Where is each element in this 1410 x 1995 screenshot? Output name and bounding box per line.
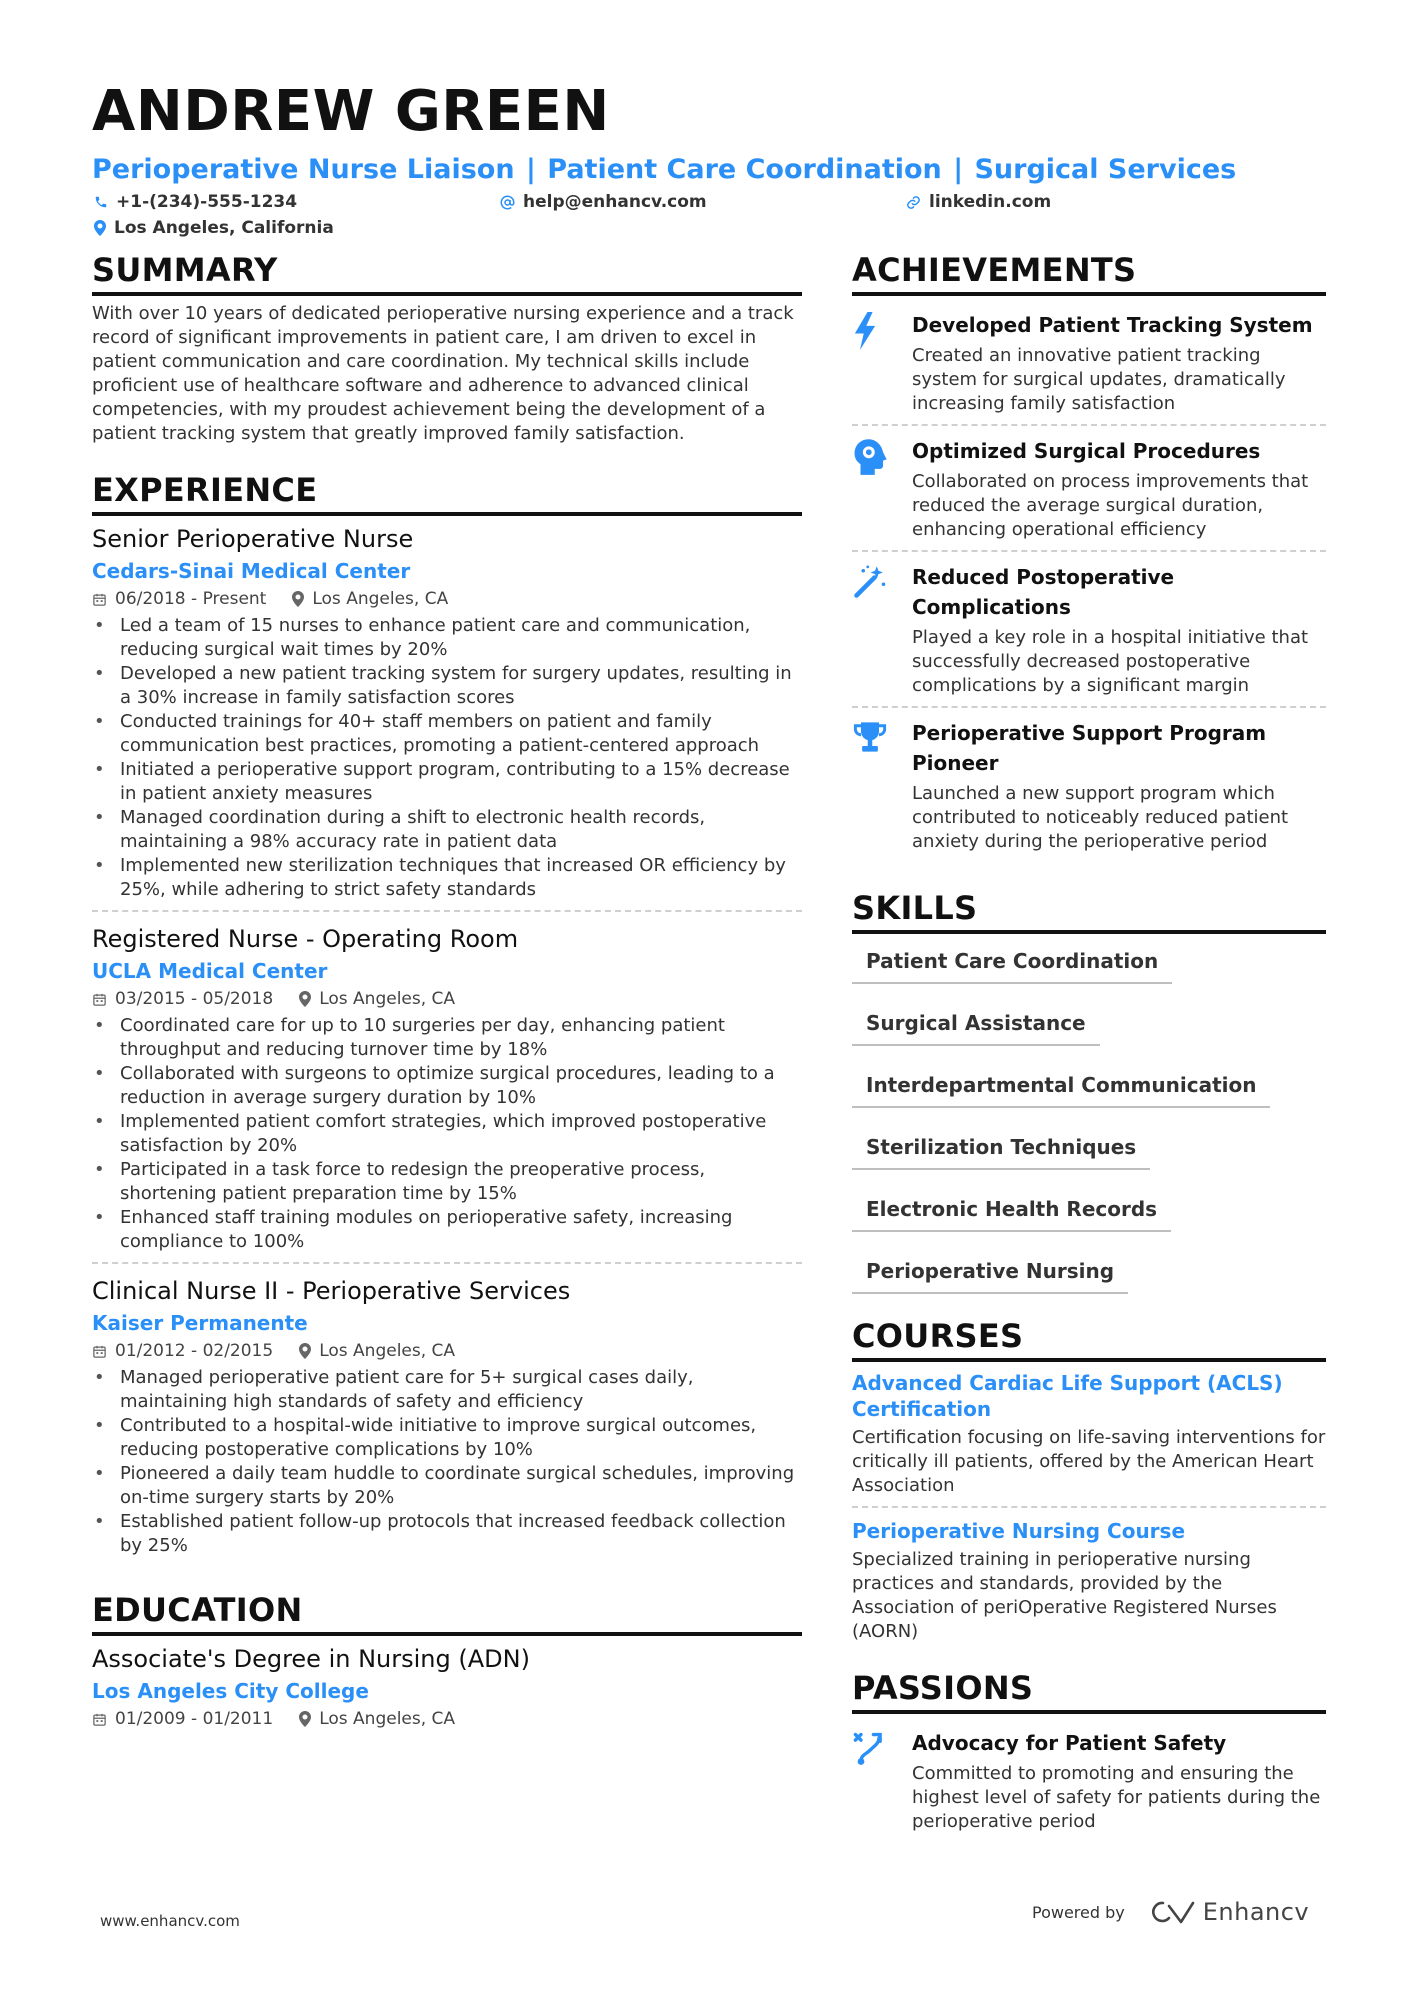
job-entry	[92, 910, 802, 1260]
summary-text: With over 10 years of dedicated perioperative nursing experience and a track record of significant improvements in patient care, I am driven to excel in patient communication and care coordination. My technical skills include proficient use of healthcare software and adherence to advanced clinical competencies, with my proudest achievement being the development of a patient tracking system that greatly improved family satisfaction.	[92, 303, 794, 444]
at-icon	[500, 195, 515, 210]
education-meta	[92, 1706, 802, 1732]
summary-section	[92, 248, 802, 446]
achievement-desc: Created an innovative patient tracking system for surgical updates, dramatically increasing family satisfaction	[912, 345, 1286, 414]
bullet-item: • Pioneered a daily team huddle to coordinate surgical schedules, improving on-time surgery starts by 20%	[92, 1462, 802, 1510]
bullet-item: • Managed coordination during a shift to electronic health records, maintaining a 98% accuracy rate in patient data	[92, 806, 802, 854]
bullet-item: • Implemented new sterilization techniques that increased OR efficiency by 25%, while adhering to strict safety standards	[92, 854, 802, 902]
location-pin-icon	[299, 1711, 311, 1727]
bullet-item: • Implemented patient comfort strategies, which improved postoperative satisfaction by 20%	[92, 1110, 802, 1158]
right-column	[852, 248, 1326, 1842]
magic-wand-icon	[852, 564, 888, 600]
location-pin-icon	[94, 220, 106, 236]
bullet-item: • Participated in a task force to redesign the preoperative process, shortening patient preparation time by 15%	[92, 1158, 802, 1206]
job-title: Registered Nurse - Operating Room	[92, 925, 519, 953]
trophy-icon	[852, 720, 888, 754]
skill-tag: Interdepartmental Communication	[852, 1066, 1270, 1108]
brand-logo[interactable]	[1149, 1898, 1309, 1926]
achievement-title: Optimized Surgical Procedures	[912, 439, 1261, 463]
passion-desc: Committed to promoting and ensuring the highest level of safety for patients during the perioperative period	[912, 1763, 1321, 1832]
resume-header	[92, 78, 1322, 244]
achievement-item	[852, 300, 1326, 424]
course-desc: Specialized training in perioperative nursing practices and standards, provided by the Association of periOperative Registered Nurses (AORN)	[852, 1549, 1277, 1642]
job-bullets	[92, 614, 802, 902]
phone-icon	[94, 195, 108, 209]
job-title: Senior Perioperative Nurse	[92, 525, 414, 553]
skills-heading: SKILLS	[852, 886, 1326, 934]
skills-section	[852, 886, 1326, 1314]
achievement-title: Perioperative Support Program Pioneer	[912, 721, 1267, 775]
lightning-icon	[852, 312, 878, 350]
skill-tag: Patient Care Coordination	[852, 942, 1172, 984]
bullet-item: • Enhanced staff training modules on perioperative safety, increasing compliance to 100%	[92, 1206, 802, 1254]
achievement-title: Developed Patient Tracking System	[912, 313, 1313, 337]
email-text: help@enhancv.com	[523, 192, 707, 212]
phone-text: +1-(234)-555-1234	[116, 192, 298, 212]
job-meta	[92, 586, 802, 612]
job-title: Clinical Nurse II - Perioperative Services	[92, 1277, 571, 1305]
course-item	[852, 1370, 1326, 1498]
bullet-item: • Collaborated with surgeons to optimize surgical procedures, leading to a reduction in average surgery duration by 10%	[92, 1062, 802, 1110]
passions-heading: PASSIONS	[852, 1666, 1326, 1714]
contact-linkedin[interactable]	[906, 192, 1051, 212]
location-pin-icon	[292, 591, 304, 607]
skill-tag: Surgical Assistance	[852, 1004, 1100, 1046]
bullet-item: • Led a team of 15 nurses to enhance patient care and communication, reducing surgical wait times by 20%	[92, 614, 802, 662]
job-dates: 01/2012 - 02/2015	[115, 1341, 274, 1361]
head-gear-icon	[852, 438, 888, 476]
skill-tag: Electronic Health Records	[852, 1190, 1171, 1232]
bullet-item: • Developed a new patient tracking system for surgery updates, resulting in a 30% increase in family satisfaction scores	[92, 662, 802, 710]
job-location: Los Angeles, CA	[319, 1341, 456, 1361]
job-location: Los Angeles, CA	[312, 589, 449, 609]
school-name[interactable]: Los Angeles City College	[92, 1679, 369, 1703]
skill-tag: Sterilization Techniques	[852, 1128, 1150, 1170]
achievement-desc: Played a key role in a hospital initiative that successfully decreased postoperative complications by a significant margin	[912, 627, 1309, 696]
calendar-icon	[92, 592, 107, 607]
contact-email[interactable]	[500, 192, 707, 212]
linkedin-text: linkedin.com	[929, 192, 1052, 212]
skill-tag: Perioperative Nursing	[852, 1252, 1128, 1294]
experience-section	[92, 468, 802, 1564]
bullet-item: • Established patient follow-up protocols that increased feedback collection by 25%	[92, 1510, 802, 1558]
job-entry	[92, 522, 802, 908]
location-pin-icon	[299, 1343, 311, 1359]
education-location: Los Angeles, CA	[319, 1709, 456, 1729]
achievements-heading: ACHIEVEMENTS	[852, 248, 1326, 296]
footer-website[interactable]: www.enhancv.com	[100, 1912, 240, 1930]
location-pin-icon	[299, 991, 311, 1007]
enhancv-logo-icon	[1149, 1899, 1195, 1925]
tagline-separator: |	[953, 154, 964, 185]
achievement-item	[852, 550, 1326, 706]
job-meta	[92, 986, 802, 1012]
link-icon	[906, 195, 921, 210]
brand-name: Enhancv	[1202, 1898, 1310, 1926]
education-dates: 01/2009 - 01/2011	[115, 1709, 274, 1729]
calendar-icon	[92, 1712, 107, 1727]
footer-powered	[1032, 1898, 1309, 1926]
degree-title: Associate's Degree in Nursing (ADN)	[92, 1645, 530, 1673]
achievements-section	[852, 248, 1326, 862]
tagline-separator: |	[525, 154, 536, 185]
experience-heading: EXPERIENCE	[92, 468, 802, 516]
course-title[interactable]: Perioperative Nursing Course	[852, 1519, 1186, 1543]
achievement-item	[852, 706, 1326, 862]
job-meta	[92, 1338, 802, 1364]
company-name[interactable]: UCLA Medical Center	[92, 959, 328, 983]
course-title[interactable]: Advanced Cardiac Life Support (ACLS) Certification	[852, 1371, 1283, 1421]
tagline	[92, 152, 1322, 188]
candidate-name: ANDREW GREEN	[92, 79, 610, 144]
education-section	[92, 1588, 802, 1732]
contact-phone[interactable]	[94, 192, 297, 212]
route-icon	[852, 1730, 888, 1766]
achievement-title: Reduced Postoperative Complications	[912, 565, 1175, 619]
bullet-item: • Conducted trainings for 40+ staff members on patient and family communication best practices, promoting a patient-centered approach	[92, 710, 802, 758]
powered-by-label: Powered by	[1032, 1902, 1125, 1922]
tagline-focus: Patient Care Coordination	[547, 154, 942, 185]
passion-item	[852, 1718, 1326, 1842]
location-text: Los Angeles, California	[114, 218, 334, 238]
passion-title: Advocacy for Patient Safety	[912, 1731, 1227, 1755]
company-name[interactable]: Cedars-Sinai Medical Center	[92, 559, 411, 583]
courses-heading: COURSES	[852, 1314, 1326, 1362]
tagline-role: Perioperative Nurse Liaison	[92, 154, 515, 185]
tagline-area: Surgical Services	[974, 154, 1237, 185]
bullet-item: • Managed perioperative patient care for 5+ surgical cases daily, maintaining high standards of safety and efficiency	[92, 1366, 802, 1414]
contact-info	[92, 192, 1322, 244]
job-dates: 06/2018 - Present	[115, 589, 267, 609]
calendar-icon	[92, 1344, 107, 1359]
contact-location	[94, 218, 334, 238]
achievement-item	[852, 424, 1326, 550]
job-entry	[92, 1262, 802, 1564]
left-column	[92, 248, 802, 1734]
course-item	[852, 1506, 1326, 1644]
bullet-item: • Initiated a perioperative support program, contributing to a 15% decrease in patient anxiety measures	[92, 758, 802, 806]
passions-section	[852, 1666, 1326, 1842]
job-bullets	[92, 1366, 802, 1558]
education-heading: EDUCATION	[92, 1588, 802, 1636]
achievement-desc: Launched a new support program which contributed to noticeably reduced patient anxiety during the perioperative period	[912, 783, 1289, 852]
course-desc: Certification focusing on life-saving interventions for critically ill patients, offered by the American Heart Association	[852, 1427, 1326, 1496]
courses-section	[852, 1314, 1326, 1644]
job-bullets	[92, 1014, 802, 1254]
skills-list	[852, 942, 1326, 1314]
job-location: Los Angeles, CA	[319, 989, 456, 1009]
job-dates: 03/2015 - 05/2018	[115, 989, 274, 1009]
company-name[interactable]: Kaiser Permanente	[92, 1311, 308, 1335]
bullet-item: • Contributed to a hospital-wide initiative to improve surgical outcomes, reducing postoperative complications by 10%	[92, 1414, 802, 1462]
bullet-item: • Coordinated care for up to 10 surgeries per day, enhancing patient throughput and reducing turnover time by 18%	[92, 1014, 802, 1062]
calendar-icon	[92, 992, 107, 1007]
achievement-desc: Collaborated on process improvements that reduced the average surgical duration, enhancing operational efficiency	[912, 471, 1309, 540]
summary-heading: SUMMARY	[92, 248, 802, 296]
